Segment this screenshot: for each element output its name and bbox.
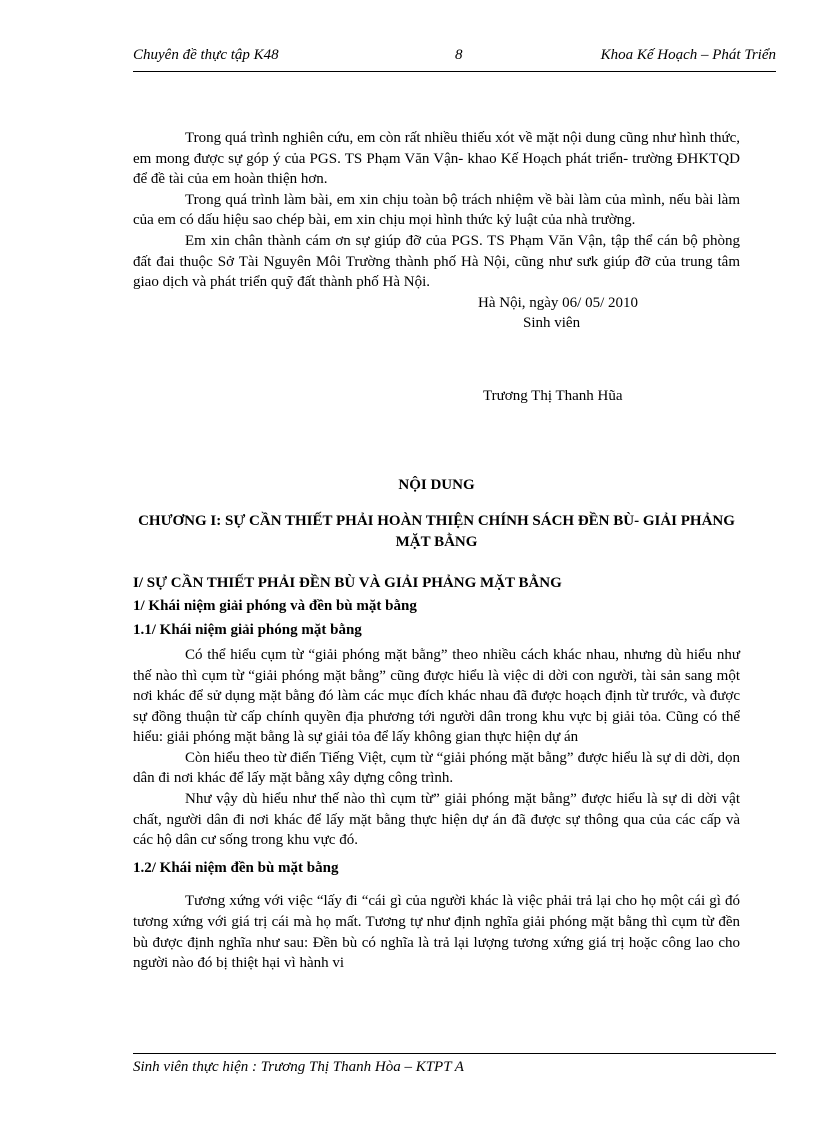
section-heading-1-2: 1.2/ Khái niệm đền bù mặt bằng bbox=[133, 859, 339, 876]
section-heading-1: I/ SỰ CẦN THIẾT PHẢI ĐỀN BÙ VÀ GIẢI PHẢNG MẶT BẰNG bbox=[133, 575, 562, 592]
paragraph-acknowledgement-2: Trong quá trình làm bài, em xin chịu toàn bộ trách nhiệm về bài làm của mình, nếu bài làm của em có dấu hiệu sao chép bài, em xin chịu mọi hình thức kỷ luật của nhà trường. bbox=[133, 191, 740, 229]
header-left-text: Chuyên đề thực tập K48 bbox=[133, 47, 279, 63]
section-heading-1-1: 1/ Khái niệm giải phóng và đền bù mặt bằng bbox=[133, 597, 417, 614]
chapter-title: CHƯƠNG I: SỰ CẦN THIẾT PHẢI HOÀN THIỆN CHÍNH SÁCH ĐỀN BÙ- GIẢI PHẢNG MẶT BẰNG bbox=[138, 513, 735, 551]
paragraph-acknowledgement-3: Em xin chân thành cám ơn sự giúp đỡ của PGS. TS Phạm Văn Vận, tập thể cán bộ phòng đất đai thuộc Sở Tài Nguyên Môi Trường thành phố Hà Nội, cũng như sưk giúp đỡ của trung tâm giao dịch và phát triển quỹ đất thành phố Hà Nội. bbox=[133, 232, 740, 291]
paragraph-definition-3: Như vậy dù hiểu như thế nào thì cụm từ” giải phóng mặt bằng” được hiểu là sự di dời vật chất, người dân đi nơi khác để lấy mặt bằng thực hiện dự án đã được sự thông qua của các cấp và các hộ dân cư sống trong khu vực đó. bbox=[133, 791, 740, 849]
content-title: NỘI DUNG bbox=[398, 476, 475, 493]
paragraph-definition-2: Còn hiểu theo từ điển Tiếng Việt, cụm từ “giải phóng mặt bằng” được hiểu là sự di dời, dọn dân đi nơi khác để lấy mặt bằng xây dựng công trình. bbox=[133, 749, 740, 787]
signature-role: Sinh viên bbox=[523, 315, 581, 332]
page-body bbox=[133, 128, 740, 974]
signature-date: Hà Nội, ngày 06/ 05/ 2010 bbox=[478, 294, 638, 311]
header-right-text: Khoa Kế Hoạch – Phát Triển bbox=[600, 47, 776, 63]
page-number: 8 bbox=[455, 47, 463, 63]
paragraph-definition-1: Có thể hiểu cụm từ “giải phóng mặt bằng” theo nhiều cách khác nhau, nhưng dù hiểu như thế nào thì cụm từ “giải phóng mặt bằng” cũng được hiểu là việc di dời con người, tài sản sang một nơi khác để sử dụng mặt bằng đó làm các mục đích khác nhau đã được hoạch định từ trước, và được sự đồng thuận từ cấp chính quyền địa phương tới người dân trong khu vực bị giải tỏa. Cũng có thể hiểu: giải phóng mặt bằng là sự giải tỏa để lấy không gian thực hiện dự án bbox=[133, 646, 740, 746]
section-heading-1-1-1: 1.1/ Khái niệm giải phóng mặt bằng bbox=[133, 622, 362, 639]
paragraph-acknowledgement-1: Trong quá trình nghiên cứu, em còn rất nhiều thiếu xót về mặt nội dung cũng như hình thức, em mong được sự góp ý của PGS. TS Phạm Văn Vận- khao Kế Hoạch phát triển- trường ĐHKTQD để đề tài của em hoàn thiện hơn. bbox=[133, 130, 740, 188]
signature-name: Trương Thị Thanh Hũa bbox=[483, 387, 623, 404]
paragraph-compensation: Tương xứng với việc “lấy đi “cái gì của người khác là việc phải trả lại cho họ một cái gì đó tương xứng với giá trị cái mà họ mất. Tương tự như định nghĩa giải phóng mặt bằng thì cụm từ đền bù được định nghĩa như sau: Đền bù có nghĩa là trả lại lượng tương xứng giá trị hoặc công lao cho người nào đó bị thiệt hại vì hành vi bbox=[133, 893, 740, 972]
page-footer: Sinh viên thực hiện : Trương Thị Thanh Hòa – KTPT A bbox=[133, 1053, 776, 1076]
page-header bbox=[133, 47, 776, 72]
